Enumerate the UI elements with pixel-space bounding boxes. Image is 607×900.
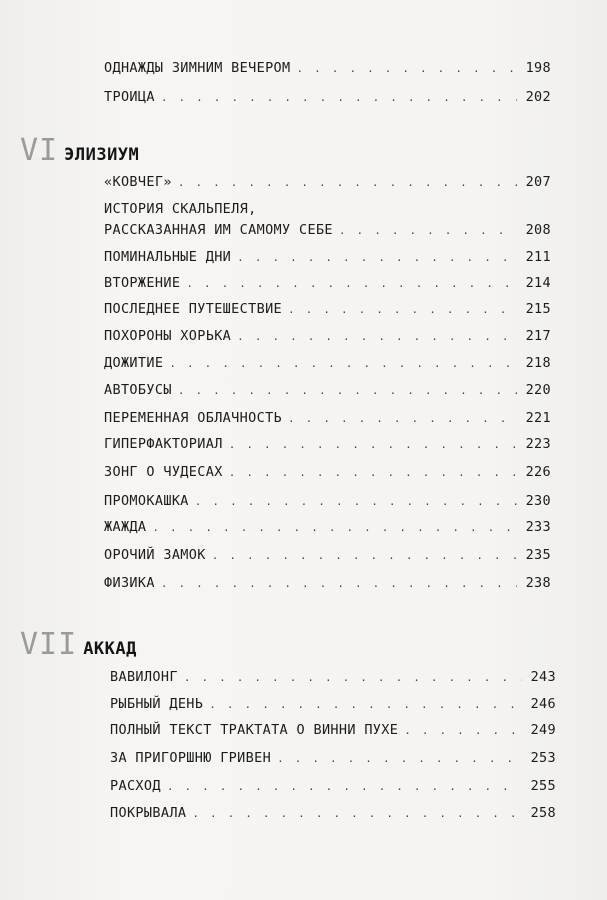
- leader-dots: [152, 518, 517, 538]
- toc-entry-title: ДОЖИТИЕ: [104, 355, 164, 371]
- toc-entry-title: «КОВЧЕГ»: [104, 174, 172, 190]
- toc-entry-page: 226: [525, 464, 551, 480]
- toc-entry-title: ОРОЧИЙ ЗАМОК: [104, 547, 206, 563]
- toc-entry-page: 214: [525, 275, 551, 291]
- toc-entry-title: ПОЛНЫЙ ТЕКСТ ТРАКТАТА О ВИННИ ПУХЕ: [110, 722, 399, 738]
- toc-entry: [110, 776, 556, 797]
- toc-entry-title: АВТОБУСЫ: [104, 382, 172, 398]
- toc-entry: [104, 408, 551, 429]
- toc-entry: [104, 573, 551, 594]
- toc-entry-title: ГИПЕРФАКТОРИАЛ: [104, 436, 223, 452]
- leader-dots: [237, 248, 517, 268]
- section-number: VII: [20, 627, 78, 662]
- toc-entry-title: ВАВИЛОНГ: [110, 669, 178, 685]
- toc-entry-page: 238: [525, 575, 551, 591]
- toc-entry: [110, 694, 556, 715]
- leader-dots: [277, 749, 522, 769]
- toc-entry: [104, 517, 551, 538]
- leader-dots: [288, 300, 517, 320]
- toc-entry-page: 233: [525, 519, 551, 535]
- leader-dots: [192, 804, 522, 824]
- toc-entry-title: ОДНАЖДЫ ЗИМНИМ ВЕЧЕРОМ: [104, 60, 291, 76]
- toc-entry-page: 230: [525, 493, 551, 509]
- toc-entry-title: ПЕРЕМЕННАЯ ОБЛАЧНОСТЬ: [104, 410, 283, 426]
- toc-entry-title: ПОКРЫВАЛА: [110, 805, 187, 821]
- toc-entry-page: 217: [525, 328, 551, 344]
- toc-entry-page: 208: [525, 222, 551, 238]
- toc-entry-title: ПОСЛЕДНЕЕ ПУТЕШЕСТВИЕ: [104, 301, 283, 317]
- toc-entry-page: 218: [525, 355, 551, 371]
- toc-entry: [104, 273, 551, 294]
- leader-dots: [288, 409, 517, 429]
- toc-entry: [104, 491, 551, 512]
- leader-dots: [169, 354, 517, 374]
- toc-entry-title: ПОХОРОНЫ ХОРЬКА: [104, 328, 232, 344]
- toc-entry: [110, 720, 556, 741]
- toc-entry-page: 198: [525, 60, 551, 76]
- toc-entry-title: ПОМИНАЛЬНЫЕ ДНИ: [104, 249, 232, 265]
- toc-entry-page: 253: [530, 750, 556, 766]
- toc-entry-page: 246: [530, 696, 556, 712]
- toc-entry-page: 258: [530, 805, 556, 821]
- section-heading: [20, 627, 137, 662]
- toc-entry-page: 223: [525, 436, 551, 452]
- toc-entry: [104, 58, 551, 79]
- toc-entry-page: 235: [525, 547, 551, 563]
- toc-entry-title: ЗА ПРИГОРШНЮ ГРИВЕН: [110, 750, 272, 766]
- section-title: ЭЛИЗИУМ: [64, 145, 140, 165]
- toc-entry-page: 202: [525, 89, 551, 105]
- toc-entry-title: РАСХОД: [110, 778, 161, 794]
- toc-entry-title: ПРОМОКАШКА: [104, 493, 189, 509]
- toc-entry-title: ТРОИЦА: [104, 89, 155, 105]
- toc-entry: [110, 748, 556, 769]
- toc-entry: [104, 299, 551, 320]
- section-title: АККАД: [83, 639, 137, 659]
- toc-entry-page: 211: [525, 249, 551, 265]
- toc-entry-title: ЖАЖДА: [104, 519, 147, 535]
- toc-entry-title: ЗОНГ О ЧУДЕСАХ: [104, 464, 223, 480]
- toc-entry-page: 249: [530, 722, 556, 738]
- toc-entry: [104, 172, 551, 193]
- toc-entry: [110, 667, 556, 688]
- leader-dots: [167, 777, 522, 797]
- leader-dots: [178, 381, 517, 401]
- toc-entry-title: ФИЗИКА: [104, 575, 155, 591]
- toc-entry: [104, 545, 551, 566]
- toc-entry: [104, 87, 551, 108]
- toc-entry-title: РАССКАЗАННАЯ ИМ САМОМУ СЕБЕ: [104, 222, 333, 238]
- leader-dots: [161, 88, 517, 108]
- leader-dots: [404, 721, 522, 741]
- toc-entry: [110, 803, 556, 824]
- leader-dots: [339, 221, 517, 241]
- toc-entry: [104, 380, 551, 401]
- toc-entry-title: РЫБНЫЙ ДЕНЬ: [110, 696, 204, 712]
- leader-dots: [229, 463, 517, 483]
- leader-dots: [297, 59, 517, 79]
- leader-dots: [161, 574, 517, 594]
- leader-dots: [212, 546, 517, 566]
- toc-entry-page: 255: [530, 778, 556, 794]
- leader-dots: [184, 668, 522, 688]
- toc-entry-page: 243: [530, 669, 556, 685]
- leader-dots: [237, 327, 517, 347]
- leader-dots: [178, 173, 517, 193]
- toc-entry-title: ВТОРЖЕНИЕ: [104, 275, 181, 291]
- toc-entry-title-line1: ИСТОРИЯ СКАЛЬПЕЛЯ,: [104, 201, 257, 217]
- toc-entry: [104, 326, 551, 347]
- toc-entry: [104, 353, 551, 374]
- section-heading: [20, 133, 139, 168]
- leader-dots: [195, 492, 517, 512]
- leader-dots: [229, 435, 517, 455]
- leader-dots: [209, 695, 522, 715]
- toc-entry: [104, 247, 551, 268]
- leader-dots: [186, 274, 517, 294]
- toc-entry: [104, 434, 551, 455]
- toc-entry-page: 220: [525, 382, 551, 398]
- section-number: VI: [20, 133, 59, 168]
- toc-entry-page: 221: [525, 410, 551, 426]
- toc-entry: [104, 462, 551, 483]
- toc-entry-page: 207: [525, 174, 551, 190]
- toc-entry-page: 215: [525, 301, 551, 317]
- toc-entry: [104, 199, 551, 241]
